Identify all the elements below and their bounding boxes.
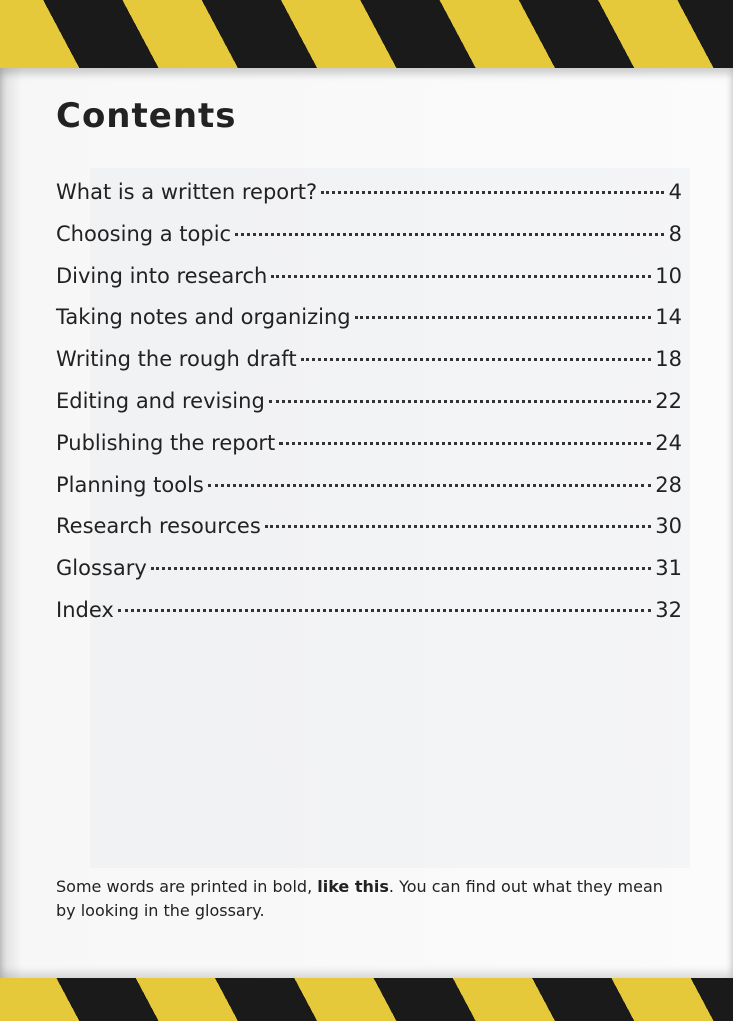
toc-entry-index[interactable] [56, 598, 682, 640]
toc-entry-title: Glossary [56, 556, 147, 581]
dot-leader [269, 400, 651, 403]
dot-leader [355, 316, 652, 319]
toc-entry-what-is-a-written-report[interactable] [56, 180, 682, 222]
toc-entry-title: Writing the rough draft [56, 347, 297, 372]
table-of-contents [56, 180, 682, 640]
dot-leader [301, 358, 652, 361]
page-title: Contents [56, 96, 237, 136]
toc-entry-page: 31 [655, 556, 682, 581]
dot-leader [235, 233, 664, 236]
toc-entry-page: 30 [655, 514, 682, 539]
toc-entry-glossary[interactable] [56, 556, 682, 598]
toc-entry-page: 8 [668, 221, 682, 246]
toc-entry-title: Planning tools [56, 472, 204, 497]
toc-entry-title: Research resources [56, 514, 261, 539]
toc-entry-page: 18 [655, 347, 682, 372]
dot-leader [321, 191, 664, 194]
dot-leader [151, 567, 651, 570]
note-text-end: . You can find out what they mean by looking in the glossary. [56, 877, 663, 920]
toc-entry-editing-and-revising[interactable] [56, 389, 682, 431]
toc-entry-title: Diving into research [56, 263, 268, 288]
dot-leader [265, 525, 651, 528]
toc-entry-planning-tools[interactable] [56, 473, 682, 515]
toc-entry-title: Index [56, 597, 114, 622]
toc-entry-page: 14 [655, 305, 682, 330]
hazard-stripe-bottom [0, 978, 733, 1021]
toc-entry-page: 24 [655, 430, 682, 455]
toc-entry-title: Publishing the report [56, 430, 276, 455]
toc-entry-diving-into-research[interactable] [56, 264, 682, 306]
note-text-start: Some words are printed in bold, [56, 877, 318, 896]
dot-leader [271, 275, 651, 278]
toc-entry-title: What is a written report? [56, 180, 318, 204]
toc-entry-page: 28 [655, 472, 682, 497]
toc-entry-page: 10 [655, 263, 682, 288]
toc-entry-page: 4 [668, 180, 682, 204]
toc-entry-choosing-a-topic[interactable] [56, 222, 682, 264]
toc-entry-page: 32 [655, 597, 682, 622]
toc-entry-title: Choosing a topic [56, 221, 232, 246]
toc-entry-title: Editing and revising [56, 388, 265, 413]
dot-leader [279, 442, 651, 445]
toc-entry-taking-notes-and-organizing[interactable] [56, 305, 682, 347]
glossary-note [56, 875, 676, 923]
dot-leader [118, 609, 651, 612]
toc-entry-publishing-the-report[interactable] [56, 431, 682, 473]
toc-entry-writing-the-rough-draft[interactable] [56, 347, 682, 389]
toc-entry-research-resources[interactable] [56, 514, 682, 556]
dot-leader [208, 484, 651, 487]
toc-entry-page: 22 [655, 388, 682, 413]
hazard-stripe-top [0, 0, 733, 68]
toc-entry-title: Taking notes and organizing [56, 305, 351, 330]
note-bold-example: like this [317, 877, 389, 896]
